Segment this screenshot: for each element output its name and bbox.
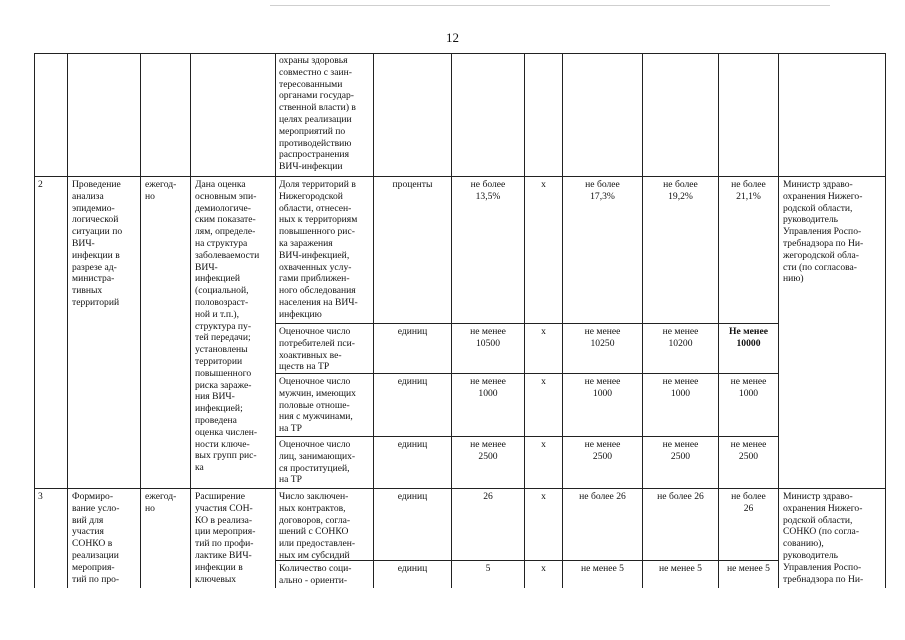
- indicator-value: x: [541, 179, 546, 190]
- grid-vline: [140, 53, 141, 588]
- event-period: ежегод- но: [145, 179, 177, 202]
- grid-vline: [562, 53, 563, 588]
- indicator-name: Доля территорий в Нижегородской области, отнесен- ных к территориям повышенного рис- ка заражения ВИЧ-инфекцией, охваченных услу- гами приближен- ного обследования населения на ВИЧ- инфекцию: [279, 179, 358, 320]
- indicator-value: не менее 10200: [662, 326, 699, 349]
- indicator-value: не более 19,2%: [663, 179, 698, 202]
- indicator-name: Количество соци- ально - ориенти-: [279, 563, 352, 586]
- row-number: 3: [38, 491, 43, 502]
- indicator-value: не более 26: [731, 491, 766, 514]
- indicator-value: не более 13,5%: [470, 179, 506, 202]
- indicator-value: x: [541, 563, 546, 574]
- indicator-value: не менее 1000: [662, 376, 699, 399]
- grid-hline: [34, 488, 886, 489]
- indicator-name: Оценочное число мужчин, имеющих половые отноше- ния с мужчинами, на ТР: [279, 376, 356, 435]
- indicator-value: не менее 10250: [584, 326, 621, 349]
- grid-hline: [275, 323, 778, 324]
- grid-hline: [34, 53, 886, 54]
- indicator-value: не менее 2500: [470, 439, 506, 462]
- indicator-value: не более 26: [579, 491, 626, 502]
- indicator-value: не менее 2500: [730, 439, 767, 462]
- grid-vline: [778, 53, 779, 588]
- indicator-value: Не менее 10000: [729, 326, 768, 349]
- indicator-value: x: [541, 376, 546, 387]
- indicator-value: не менее 2500: [584, 439, 621, 462]
- indicator-value: не менее 5: [659, 563, 702, 574]
- indicator-value: не менее 1000: [470, 376, 506, 399]
- indicator-unit: единиц: [397, 376, 428, 387]
- responsible-executor: Министр здраво- охранения Нижего- родской области, руководитель Управления Роспо- требнадзора по Ни- жегородской обла- сти (по согласова- нию): [783, 179, 864, 285]
- grid-hline: [275, 436, 778, 437]
- grid-vline: [67, 53, 68, 588]
- event-period: ежегод- но: [145, 491, 177, 514]
- event-name: Проведение анализа эпидемио- логической ситуации по ВИЧ- инфекции в разрезе ад- министра- тивных территорий: [72, 179, 123, 308]
- event-name: Формиро- вание усло- вий для участия СОНКО в реализации мероприя- тий по про-: [72, 491, 120, 585]
- page-number: 12: [446, 30, 459, 45]
- indicator-value: не менее 10500: [470, 326, 506, 349]
- indicator-value: не менее 5: [581, 563, 624, 574]
- expected-result: Дана оценка основным эпи- демиологиче- ским показате- лям, определе- на структура заболеваемости ВИЧ- инфекцией (социальной, половозраст- ной и т.п.), структура пу- тей передачи; установлены территории повышенного риска зараже- ния ВИЧ- инфекцией; проведена оценка числен- ности ключе- вых групп рис- ка: [195, 179, 260, 474]
- grid-vline: [885, 53, 886, 588]
- grid-vline: [451, 53, 452, 588]
- indicator-unit: единиц: [397, 326, 428, 337]
- indicator-unit: единиц: [397, 491, 428, 502]
- responsible-executor: Министр здраво- охранения Нижего- родской области, СОНКО (по согла- сованию), руководитель Управления Роспо- требнадзора по Ни-: [783, 491, 864, 585]
- indicator-value: не более 26: [657, 491, 704, 502]
- indicator-value: не менее 1000: [584, 376, 621, 399]
- indicator-name: Число заключен- ных контрактов, договоров, согла- шений с СОНКО или предоставлен- ных им субсидий: [279, 491, 356, 561]
- indicator-value: не более 21,1%: [731, 179, 766, 202]
- row-number: 2: [38, 179, 43, 190]
- indicator-value: x: [541, 491, 546, 502]
- grid-vline: [190, 53, 191, 588]
- indicator-unit: проценты: [392, 179, 433, 190]
- expected-result: Расширение участия СОН- КО в реализа- ции мероприя- тий по профи- лактике ВИЧ- инфекции в ключевых: [195, 491, 256, 585]
- indicator-value: 26: [483, 491, 493, 502]
- indicator-value: не более 17,3%: [585, 179, 620, 202]
- grid-vline: [524, 53, 525, 588]
- continued-indicator-text: охраны здоровья совместно с заин- тересованными органами государ- ственной власти) в целях реализации мероприятий по противодействию распространения ВИЧ-инфекции: [279, 55, 356, 173]
- indicator-value: не менее 2500: [662, 439, 699, 462]
- indicator-value: не менее 5: [727, 563, 770, 574]
- scan-edge-line: [270, 5, 830, 6]
- indicator-value: 5: [485, 563, 491, 574]
- indicator-value: x: [541, 326, 546, 337]
- grid-vline: [642, 53, 643, 588]
- indicator-value: не менее 1000: [730, 376, 767, 399]
- indicator-value: x: [541, 439, 546, 450]
- grid-vline: [373, 53, 374, 588]
- grid-hline: [34, 176, 886, 177]
- indicator-unit: единиц: [397, 439, 428, 450]
- grid-vline: [275, 53, 276, 588]
- indicator-name: Оценочное число лиц, занимающих- ся проституцией, на ТР: [279, 439, 356, 486]
- grid-vline: [34, 53, 35, 588]
- indicator-unit: единиц: [397, 563, 428, 574]
- indicator-name: Оценочное число потребителей пси- хоактивных ве- ществ на ТР: [279, 326, 355, 373]
